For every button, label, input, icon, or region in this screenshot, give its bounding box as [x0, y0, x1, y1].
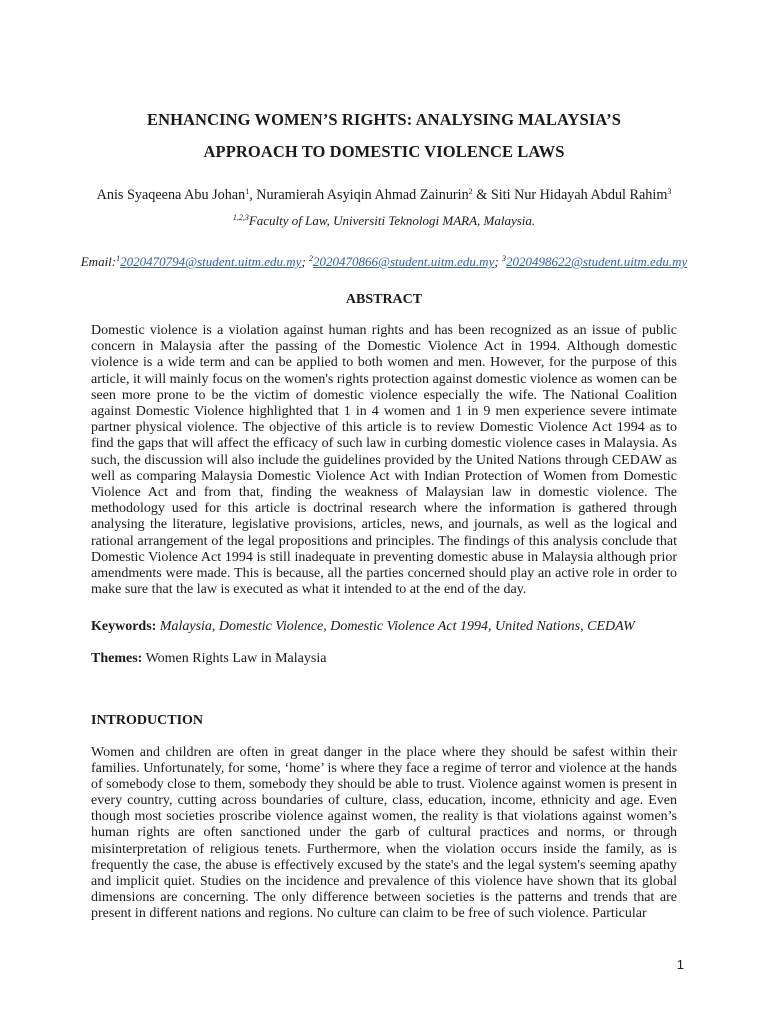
themes-line	[91, 651, 677, 667]
email-2-mark: 2	[309, 254, 314, 263]
author-3: Siti Nur Hidayah Abdul Rahim	[490, 187, 668, 203]
email-link-1[interactable]: 2020470794@student.uitm.edu.my	[120, 254, 302, 269]
themes-label: Themes:	[91, 651, 143, 666]
email-3-mark: 3	[501, 254, 506, 263]
keywords-value: Malaysia, Domestic Violence, Domestic Violence Act 1994, United Nations, CEDAW	[159, 619, 635, 634]
abstract-paragraph: Domestic violence is a violation against human rights and has been recognized as an issue of public concern in Malaysia after the passing of the Domestic Violence Act in 1994. Although domestic violence is a wide term and can be applied to both women and men. However, for the purpose of this article, it will mainly focus on the women's rights protection against domestic violence as women can be seen more prone to be the victim of domestic violence especially the wife. The National Coalition against Domestic Violence highlighted that 1 in 4 women and 1 in 9 men experience severe intimate partner physical violence. The objective of this article is to review Domestic Violence Act 1994 as to find the gaps that will affect the efficacy of such law in curbing domestic violence cases in Malaysia. As such, the discussion will also include the guidelines provided by the United Nations through CEDAW as well as comparing Malaysia Domestic Violence Act with Indian Protection of Women from Domestic Violence Act and from that, finding the weakness of Malaysian law in domestic violence. The methodology used for this article is doctrinal research where the information is gathered through analysing the literature, legislative provisions, articles, news, and journals, as well as the logical and rational arrangement of the legal propositions and principles. The findings of this analysis conclude that Domestic Violence Act 1994 is still inadequate in preventing domestic abuse in Malaysia although prior amendments were made. This is because, all the parties concerned should play an active role in order to make sure that the law is executed as what it intended to at the end of the day.	[91, 323, 677, 598]
author-1: Anis Syaqeena Abu Johan	[96, 187, 246, 203]
author-separator: ,	[249, 187, 257, 203]
author-3-affil-mark: 3	[667, 187, 672, 196]
affiliation-text: Faculty of Law, Universiti Teknologi MARA, Malaysia.	[248, 213, 536, 228]
author-2-affil-mark: 2	[468, 187, 473, 196]
affiliation	[0, 213, 768, 229]
introduction-heading: INTRODUCTION	[91, 713, 204, 728]
email-separator: ;	[494, 254, 502, 269]
paper-title-line-2: APPROACH TO DOMESTIC VIOLENCE LAWS	[203, 142, 565, 161]
affiliation-marks: 1,2,3	[232, 213, 249, 222]
author-list	[0, 187, 768, 204]
keywords-line	[91, 619, 677, 635]
introduction-paragraph: Women and children are often in great danger in the place where they should be safest within their families. Unfortunately, for some, ‘home’ is where they face a regime of terror and violence at the hands of somebody close to them, somebody they should be able to trust. Violence against women is present in every country, cutting across boundaries of culture, class, education, income, ethnicity and age. Even though most societies proscribe violence against women, the reality is that violations against women’s human rights are often sanctioned under the garb of cultural practices and norms, or through misinterpretation of religious tenets. Furthermore, when the violation occurs inside the family, as is frequently the case, the abuse is effectively excused by the state's and the legal system's seeming apathy and implicit quiet. Studies on the incidence and prevalence of this violence have shown that its global dimensions are concerning. The only difference between societies is the patterns and trends that are present in different nations and regions. No culture can claim to be free of such violence. Particular	[91, 745, 677, 921]
email-separator: ;	[301, 254, 310, 269]
author-2: Nuramierah Asyiqin Ahmad Zainurin	[256, 187, 469, 203]
email-line	[0, 254, 768, 270]
email-1-mark: 1	[116, 254, 121, 263]
themes-value: Women Rights Law in Malaysia	[145, 651, 327, 666]
email-link-3[interactable]: 2020498622@student.uitm.edu.my	[505, 254, 688, 269]
keywords-label: Keywords:	[91, 619, 157, 634]
email-label: Email:	[80, 254, 117, 269]
email-link-2[interactable]: 2020470866@student.uitm.edu.my	[313, 254, 495, 269]
page-number: 1	[676, 957, 684, 972]
paper-title-line-1: ENHANCING WOMEN’S RIGHTS: ANALYSING MALAYSIA’S	[146, 110, 622, 129]
author-1-affil-mark: 1	[245, 187, 250, 196]
author-separator: &	[472, 187, 491, 203]
abstract-heading: ABSTRACT	[345, 292, 423, 307]
